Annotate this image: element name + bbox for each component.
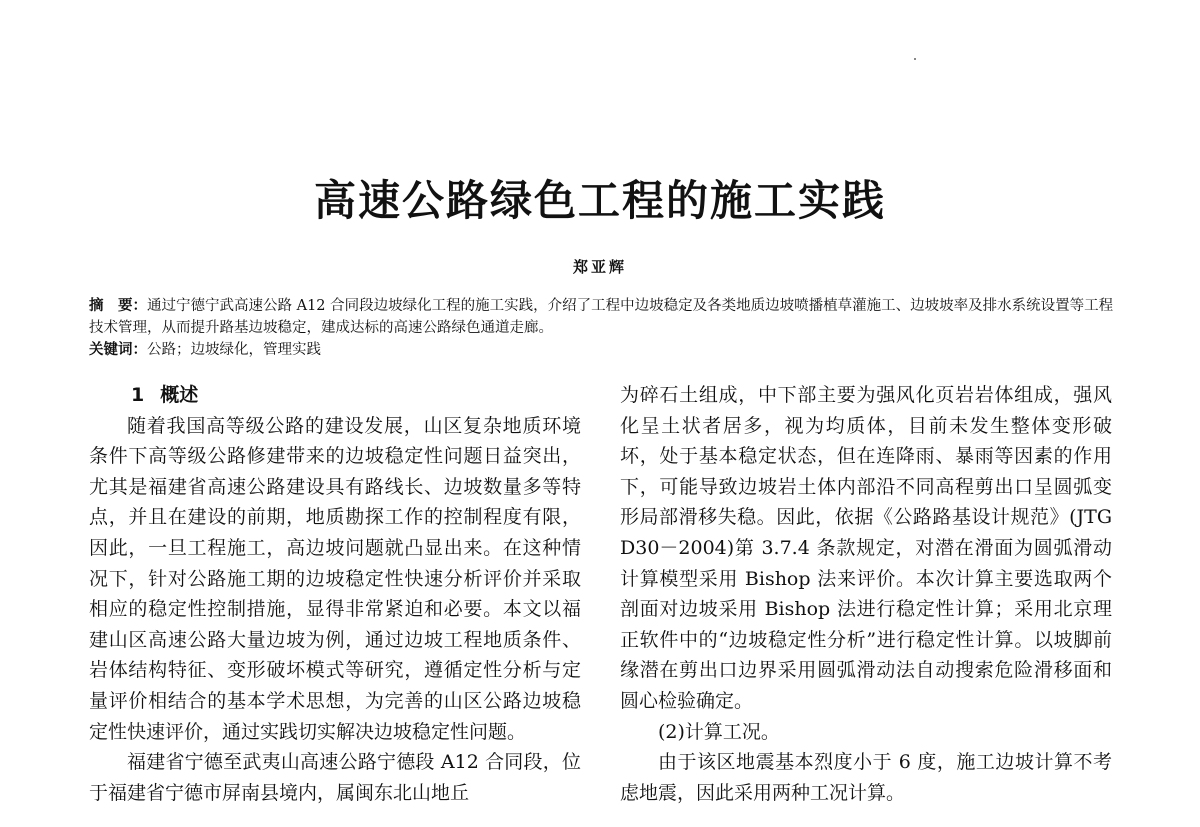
left-column [89,380,581,808]
body-paragraph: 为碎石土组成，中下部主要为强风化页岩岩体组成，强风化呈土状者居多，视为均质体，目前未发生整体变形破坏，处于基本稳定状态，但在连降雨、暴雨等因素的作用下，可能导致边坡岩土体内部沿不同高程剪出口呈圆弧变形局部滑移失稳。因此，依据《公路路基设计规范》(JTG D30－2004)第 3.7.4 条款规定，对潜在滑面为圆弧滑动计算模型采用 Bishop 法来评价。本次计算主要选取两个剖面对边坡采用 Bishop 法进行稳定性计算；采用北京理正软件中的“边坡稳定性分析”进行稳定性计算。以坡脚前缘潜在剪出口边界采用圆弧滑动法自动搜索危险滑移面和圆心检验确定。 [620,384,1112,712]
scan-speck [914,58,916,60]
abstract-text: 通过宁德宁武高速公路 A12 合同段边坡绿化工程的施工实践，介绍了工程中边坡稳定及各类地质边坡喷播植草灌施工、边坡坡率及排水系统设置等工程技术管理，从而提升路基边坡稳定，建成达标的高速公路绿色通道走廊。 [89,298,1114,336]
abstract-block [89,295,1119,361]
body-paragraph: 随着我国高等级公路的建设发展，山区复杂地质环境条件下高等级公路修建带来的边坡稳定性问题日益突出，尤其是福建省高速公路建设具有路线长、边坡数量多等特点，并且在建设的前期，地质勘探工作的控制程度有限，因此，一旦工程施工，高边坡问题就凸显出来。在这种情况下，针对公路施工期的边坡稳定性快速分析评价并采取相应的稳定性控制措施，显得非常紧迫和必要。本文以福建山区高速公路大量边坡为例，通过边坡工程地质条件、岩体结构特征、变形破坏模式等研究，遵循定性分析与定量评价相结合的基本学术思想，为完善的山区公路边坡稳定性快速评价，通过实践切实解决边坡稳定性问题。 [89,414,581,743]
section-heading [89,380,581,411]
body-paragraph: 福建省宁德至武夷山高速公路宁德段 A12 合同段，位于福建省宁德市屏南县境内，属闽东北山地丘 [89,751,581,804]
abstract-label: 摘 要： [89,298,147,314]
keywords-label: 关键词： [89,342,147,358]
section-title: 概述 [160,384,199,406]
section-number: 1 [131,384,145,406]
abstract-paragraph [89,295,1119,339]
right-column [620,380,1112,808]
keywords-paragraph [89,339,1119,361]
author-name: 郑亚辉 [572,258,627,276]
body-paragraph: 由于该区地震基本烈度小于 6 度，施工边坡计算不考虑地震，因此采用两种工况计算。 [620,751,1112,804]
body-paragraph: (2)计算工况。 [658,720,780,743]
keywords-text: 公路；边坡绿化，管理实践 [147,342,321,358]
page-title: 高速公路绿色工程的施工实践 [313,176,886,225]
